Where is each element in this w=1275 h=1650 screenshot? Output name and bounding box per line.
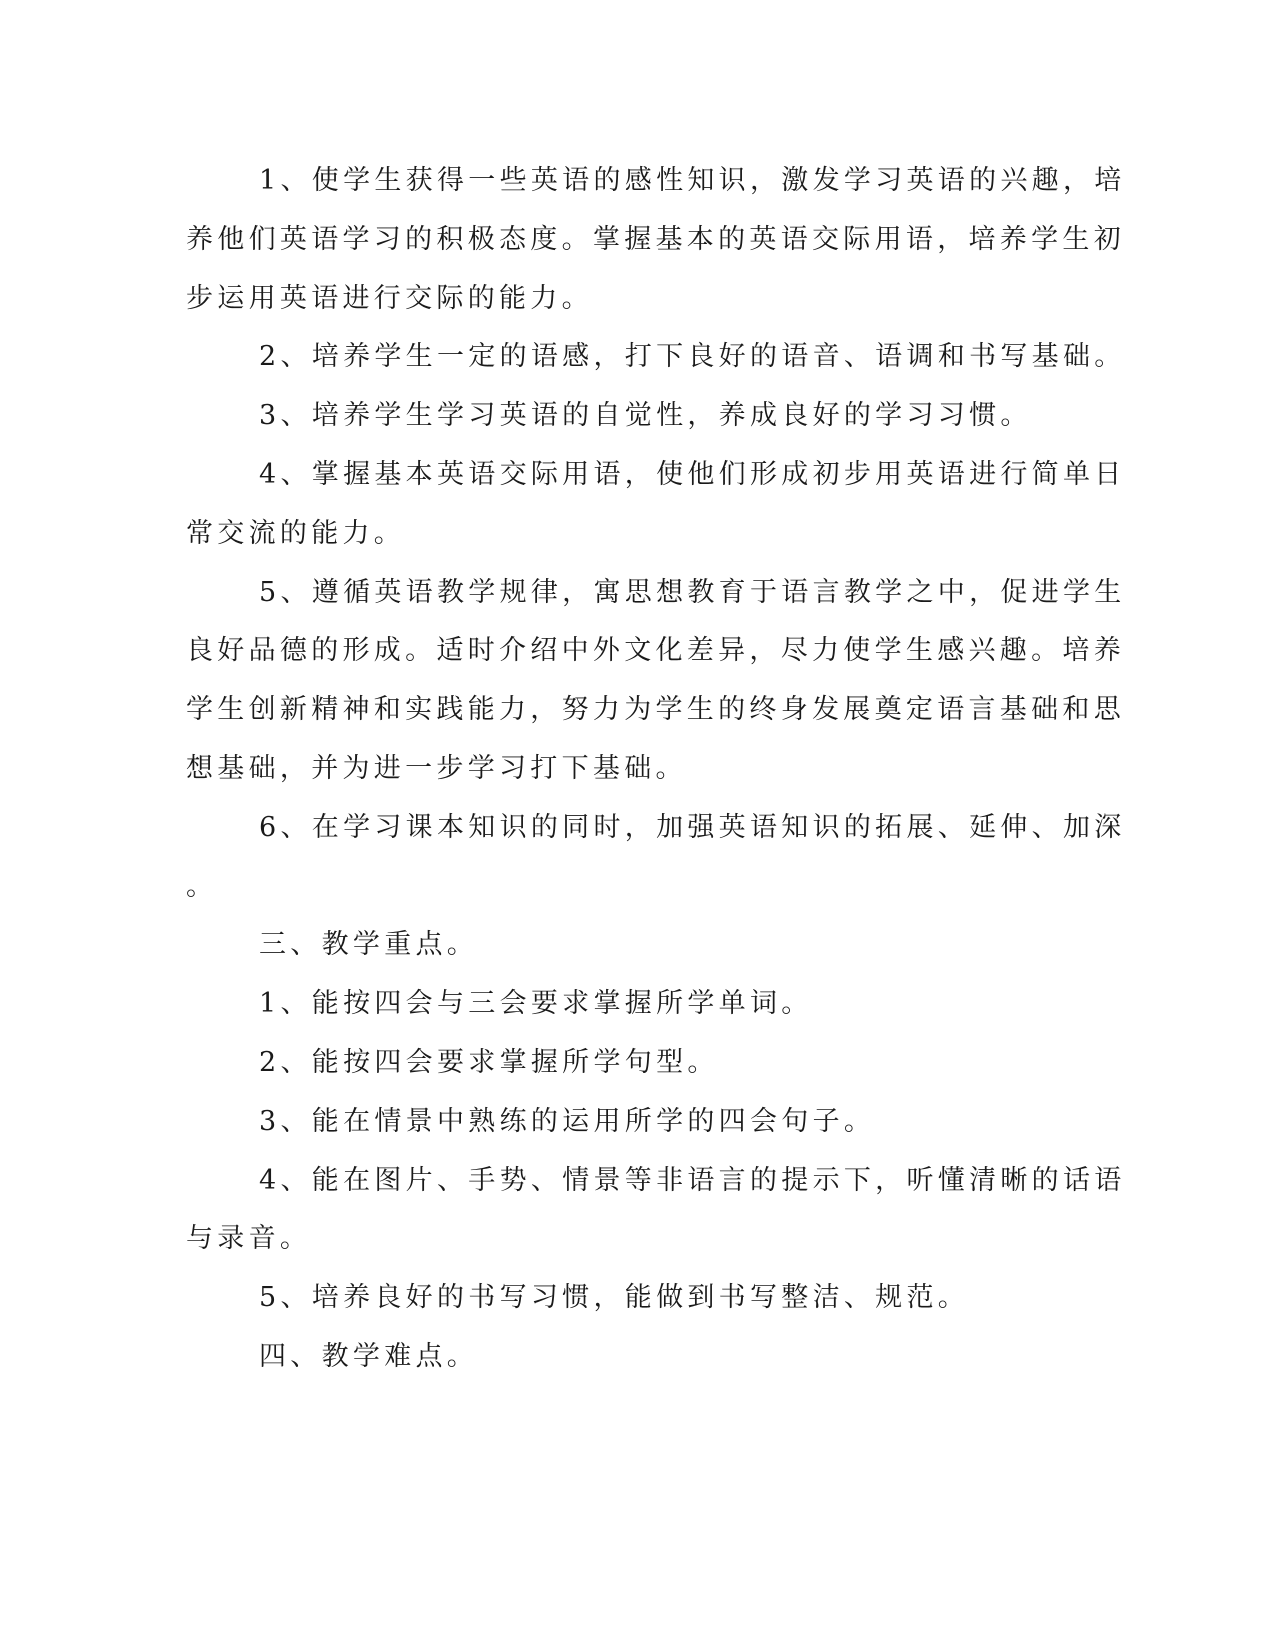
paragraph-4-line-2: 常交流的能力。 <box>186 518 406 549</box>
key-point-4-line-1: 4、能在图片、手势、情景等非语言的提示下，听懂清晰的话语 <box>259 1165 1126 1196</box>
section-heading-4: 四、教学难点。 <box>259 1341 479 1372</box>
paragraph-1-line-1: 1、使学生获得一些英语的感性知识，激发学习英语的兴趣，培 <box>259 165 1126 196</box>
section-heading-3: 三、教学重点。 <box>259 929 479 960</box>
paragraph-5-line-4: 想基础，并为进一步学习打下基础。 <box>186 753 687 784</box>
paragraph-2-line-1: 2、培养学生一定的语感，打下良好的语音、语调和书写基础。 <box>259 341 1126 372</box>
key-point-3: 3、能在情景中熟练的运用所学的四会句子。 <box>259 1106 876 1137</box>
paragraph-5-line-2: 良好品德的形成。适时介绍中外文化差异，尽力使学生感兴趣。培养 <box>186 635 1125 666</box>
paragraph-5-line-3: 学生创新精神和实践能力，努力为学生的终身发展奠定语言基础和思 <box>186 694 1125 725</box>
paragraph-6-line-1: 6、在学习课本知识的同时，加强英语知识的拓展、延伸、加深 <box>259 812 1126 843</box>
key-point-1: 1、能按四会与三会要求掌握所学单词。 <box>259 988 813 1019</box>
paragraph-3-line-1: 3、培养学生学习英语的自觉性，养成良好的学习习惯。 <box>259 400 1032 431</box>
key-point-4-line-2: 与录音。 <box>186 1223 312 1254</box>
key-point-2: 2、能按四会要求掌握所学句型。 <box>259 1047 719 1078</box>
paragraph-1-line-2: 养他们英语学习的积极态度。掌握基本的英语交际用语，培养学生初 <box>186 224 1125 255</box>
paragraph-4-line-1: 4、掌握基本英语交际用语，使他们形成初步用英语进行简单日 <box>259 459 1126 490</box>
paragraph-1-line-3: 步运用英语进行交际的能力。 <box>186 283 593 314</box>
key-point-5: 5、培养良好的书写习惯，能做到书写整洁、规范。 <box>259 1282 970 1313</box>
paragraph-6-line-2: 。 <box>186 871 218 902</box>
paragraph-5-line-1: 5、遵循英语教学规律，寓思想教育于语言教学之中，促进学生 <box>259 577 1126 608</box>
